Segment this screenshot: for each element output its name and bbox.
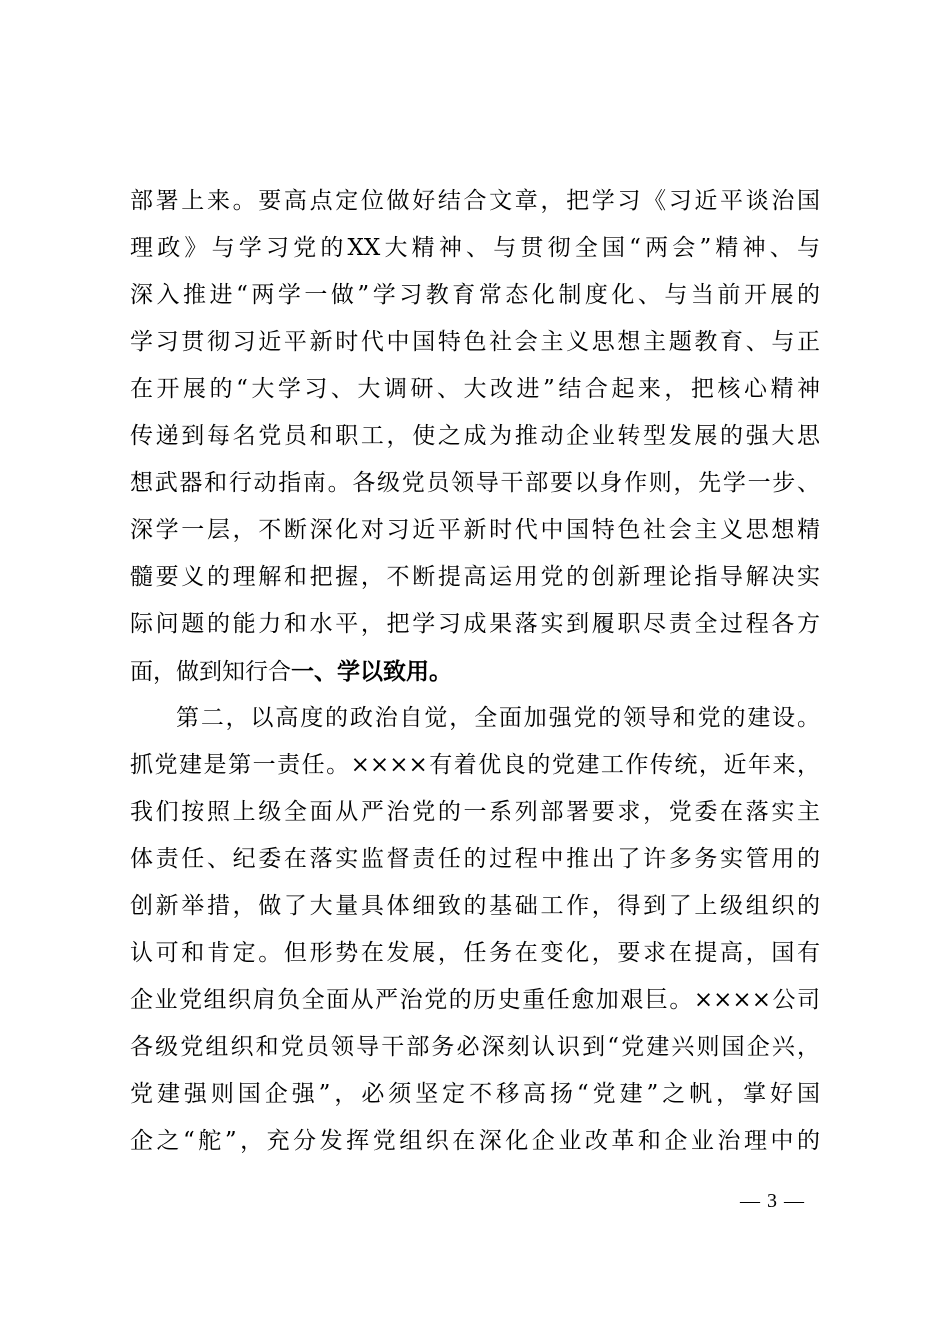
text-line: 在开展的“大学习、大调研、大改进”结合起来，把核心精神 xyxy=(130,376,820,402)
text-line: 创新举措，做了大量具体细致的基础工作，得到了上级组织的 xyxy=(130,893,820,919)
text-line-indented: 第二，以高度的政治自觉，全面加强党的领导和党的建设。 xyxy=(176,705,820,731)
text-line: 深学一层，不断深化对习近平新时代中国特色社会主义思想精 xyxy=(130,517,820,543)
text-line: 深入推进“两学一做”学习教育常态化制度化、与当前开展的 xyxy=(130,282,820,308)
text-line: 部署上来。要高点定位做好结合文章，把学习《习近平谈治国 xyxy=(130,188,820,214)
text-line: 企业党组织肩负全面从严治党的历史重任愈加艰巨。××××公司 xyxy=(130,987,820,1013)
text-segment: 面，做到知行合 xyxy=(130,659,291,685)
bold-text-segment: 一、学以致用。 xyxy=(291,658,452,685)
text-line: 各级党组织和党员领导干部务必深刻认识到“党建兴则国企兴， xyxy=(130,1034,820,1060)
paragraph-1 xyxy=(130,178,820,695)
text-line: 党建强则国企强”，必须坚定不移高扬“党建”之帆，掌好国 xyxy=(130,1081,820,1107)
text-line: 学习贯彻习近平新时代中国特色社会主义思想主题教育、与正 xyxy=(130,329,820,355)
paragraph-2 xyxy=(130,695,820,1165)
text-line: 抓党建是第一责任。××××有着优良的党建工作传统，近年来， xyxy=(130,752,820,778)
text-line: 传递到每名党员和职工，使之成为推动企业转型发展的强大思 xyxy=(130,423,820,449)
text-line: 想武器和行动指南。各级党员领导干部要以身作则，先学一步、 xyxy=(130,470,820,496)
text-line: 髓要义的理解和把握，不断提高运用党的创新理论指导解决实 xyxy=(130,564,820,590)
text-line: 体责任、纪委在落实监督责任的过程中推出了许多务实管用的 xyxy=(130,846,820,872)
text-line: 认可和肯定。但形势在发展，任务在变化，要求在提高，国有 xyxy=(130,940,820,966)
text-line-final xyxy=(130,648,820,695)
document-body xyxy=(130,178,820,1165)
text-line: 理政》与学习党的XX大精神、与贯彻全国“两会”精神、与 xyxy=(130,235,820,261)
text-line: 企之“舵”，充分发挥党组织在深化企业改革和企业治理中的 xyxy=(130,1128,820,1154)
text-line: 际问题的能力和水平，把学习成果落实到履职尽责全过程各方 xyxy=(130,611,820,637)
page-number: — 3 — xyxy=(740,1190,805,1212)
text-line: 我们按照上级全面从严治党的一系列部署要求，党委在落实主 xyxy=(130,799,820,825)
